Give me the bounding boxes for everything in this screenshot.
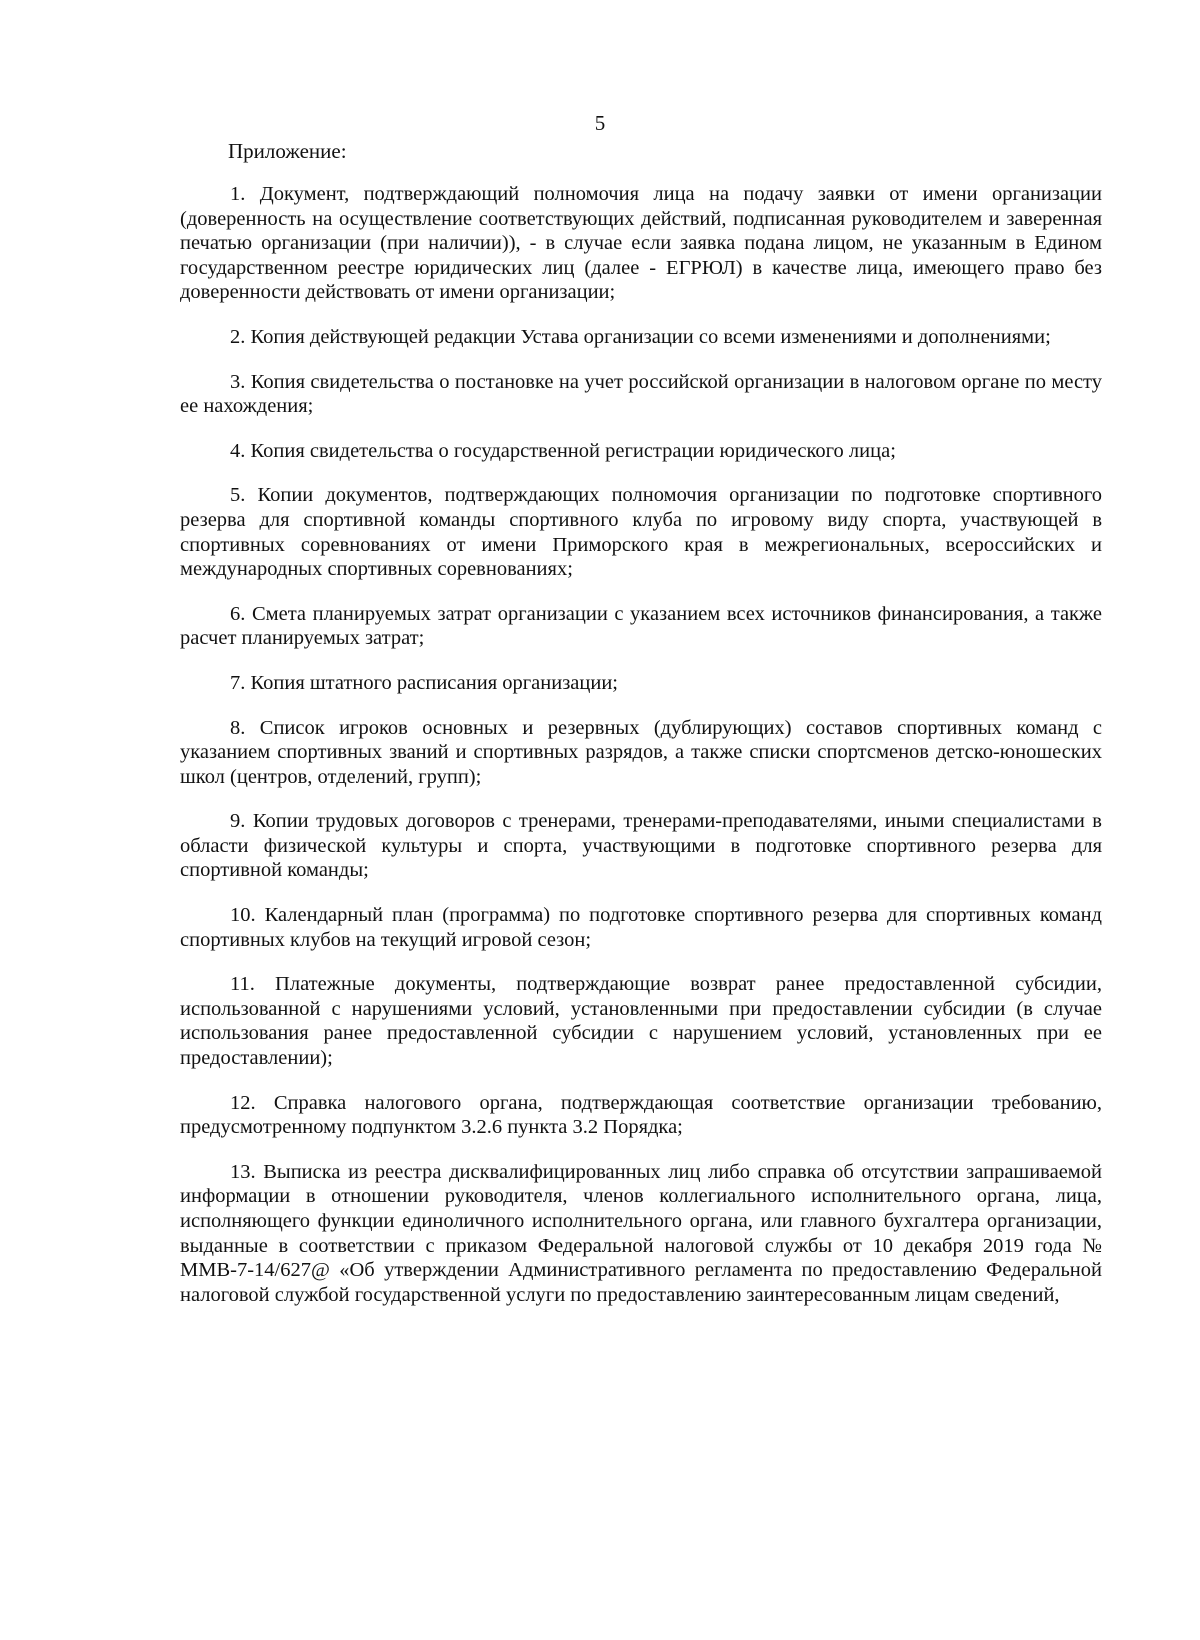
page-number: 5 [594,111,606,135]
appendix-item-10: 10. Календарный план (программа) по подготовке спортивного резерва для спортивных команд спортивных клубов на текущий игровой сезон; [180,904,1102,951]
appendix-item-9: 9. Копии трудовых договоров с тренерами, тренерами-преподавателями, иными специалистами в области физической культуры и спорта, участвующими в подготовке спортивного резерва для спортивной команды; [180,810,1102,882]
appendix-item-1: 1. Документ, подтверждающий полномочия лица на подачу заявки от имени организации (доверенность на осуществление соответствующих действий, подписанная руководителем и заверенная печатью организации (при наличии)), - в случае если заявка подана лицом, не указанным в Едином государственном реестре юридических лиц (далее - ЕГРЮЛ) в качестве лица, имеющего право без доверенности действовать от имени организации; [180,183,1102,304]
appendix-item-8: 8. Список игроков основных и резервных (дублирующих) составов спортивных команд с указанием спортивных званий и спортивных разрядов, а также списки спортсменов детско-юношеских школ (центров, отделений, групп); [180,716,1102,788]
appendix-item-5: 5. Копии документов, подтверждающих полномочия организации по подготовке спортивного резерва для спортивной команды спортивного клуба по игровому виду спорта, участвующей в спортивных соревнованиях от имени Приморского края в межрегиональных, всероссийских и международных спортивных соревнованиях; [180,484,1102,581]
appendix-item-6: 6. Смета планируемых затрат организации с указанием всех источников финансирования, а также расчет планируемых затрат; [180,602,1102,650]
appendix-item-4: 4. Копия свидетельства о государственной регистрации юридического лица; [230,439,896,462]
appendix-heading: Приложение: [228,139,347,163]
appendix-item-3: 3. Копия свидетельства о постановке на учет российской организации в налоговом органе по месту ее нахождения; [180,370,1102,418]
document-body [180,138,1102,1327]
appendix-item-2: 2. Копия действующей редакции Устава организации со всеми изменениями и дополнениями; [230,325,1051,348]
appendix-item-7: 7. Копия штатного расписания организации; [230,671,618,694]
appendix-item-12: 12. Справка налогового органа, подтверждающая соответствие организации требованию, предусмотренному подпунктом 3.2.6 пункта 3.2 Порядка; [180,1091,1102,1139]
appendix-item-13: 13. Выписка из реестра дисквалифицированных лиц либо справка об отсутствии запрашиваемой информации в отношении руководителя, членов коллегиального исполнительного органа, лица, исполняющего функции единоличного исполнительного органа, или главного бухгалтера организации, выданные в соответствии с приказом Федеральной налоговой службы от 10 декабря 2019 года № ММВ-7-14/627@ «Об утверждении Административного регламента по предоставлению Федеральной налоговой службой государственной услуги по предоставлению заинтересованным лицам сведений, [180,1160,1102,1306]
appendix-item-11: 11. Платежные документы, подтверждающие возврат ранее предоставленной субсидии, использованной с нарушениями условий, установленными при предоставлении субсидии (в случае использования ранее предоставленной субсидии с нарушением условий, установленных при ее предоставлении); [180,973,1102,1070]
